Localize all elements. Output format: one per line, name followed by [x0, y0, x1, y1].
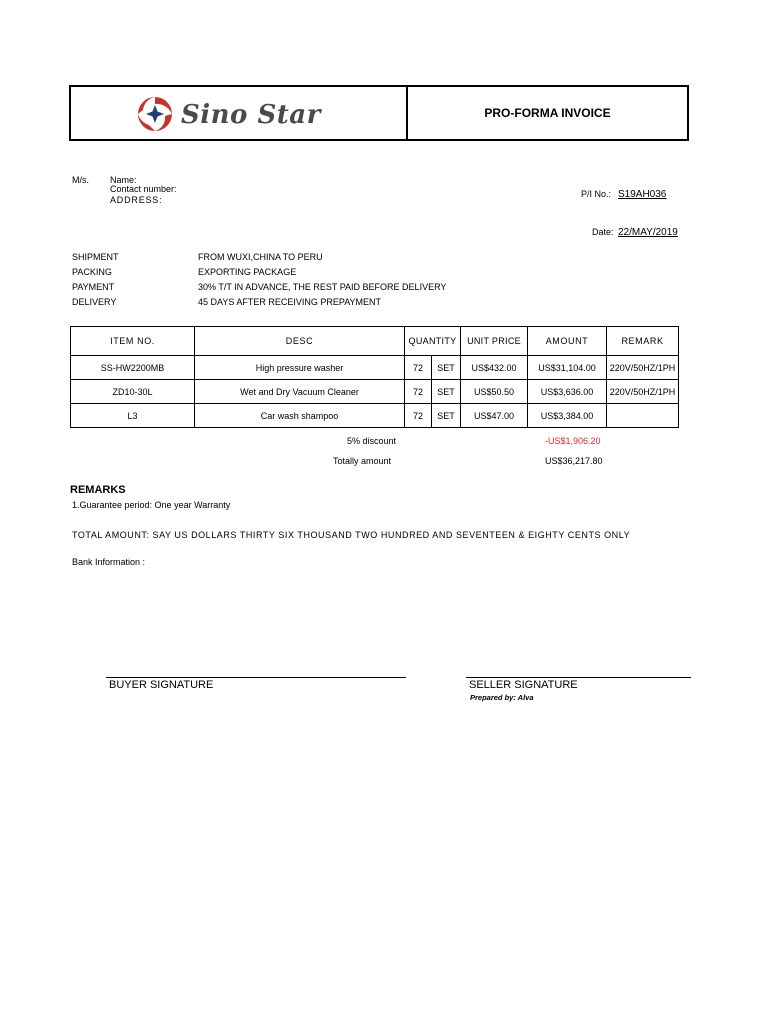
column-header-desc: DESC: [195, 327, 405, 356]
contact-label: Contact number:: [110, 184, 177, 194]
cell-item: SS-HW2200MB: [71, 356, 195, 380]
cell-desc: High pressure washer: [195, 356, 405, 380]
column-header-amount: AMOUNT: [528, 327, 607, 356]
cell-qty: 72: [405, 380, 432, 404]
term-value: 45 DAYS AFTER RECEIVING PREPAYMENT: [198, 297, 382, 307]
discount-value: -US$1,906.20: [545, 436, 601, 446]
items-table: [70, 326, 679, 428]
term-label: DELIVERY: [72, 297, 117, 307]
table-row: [71, 356, 679, 380]
cell-price: US$50.50: [461, 380, 528, 404]
total-amount-words: TOTAL AMOUNT: SAY US DOLLARS THIRTY SIX THOUSAND TWO HUNDRED AND SEVENTEEN & EIGHTY CENTS ONLY: [72, 530, 631, 540]
total-value: US$36,217.80: [545, 456, 603, 466]
cell-desc: Wet and Dry Vacuum Cleaner: [195, 380, 405, 404]
cell-remark: [607, 404, 679, 428]
invoice-header: [69, 85, 689, 141]
table-row: [71, 380, 679, 404]
total-label: Totally amount: [333, 456, 392, 466]
cell-price: US$47.00: [461, 404, 528, 428]
column-header-item: ITEM NO.: [71, 327, 195, 356]
cell-qty: 72: [405, 356, 432, 380]
cell-amount: US$3,636.00: [528, 380, 607, 404]
cell-remark: 220V/50HZ/1PH: [607, 380, 679, 404]
remarks-warranty: 1.Guarantee period: One year Warranty: [72, 500, 231, 510]
column-header-remark: REMARK: [607, 327, 679, 356]
cell-amount: US$31,104.00: [528, 356, 607, 380]
term-value: 30% T/T IN ADVANCE, THE REST PAID BEFORE DELIVERY: [198, 282, 447, 292]
table-header-row: [71, 327, 679, 356]
term-label: PACKING: [72, 267, 112, 277]
name-label: Name:: [110, 175, 137, 185]
remarks-heading: REMARKS: [70, 484, 126, 496]
cell-unit: SET: [432, 404, 461, 428]
cell-unit: SET: [432, 356, 461, 380]
pi-number-label: P/I No.:: [581, 189, 612, 199]
cell-qty: 72: [405, 404, 432, 428]
company-logo: [135, 92, 355, 136]
column-header-unit-price: UNIT PRICE: [461, 327, 528, 356]
term-value: FROM WUXI,CHINA TO PERU: [198, 252, 323, 262]
cell-price: US$432.00: [461, 356, 528, 380]
date-value: 22/MAY/2019: [618, 227, 678, 238]
seller-signature-line: [466, 677, 691, 678]
term-value: EXPORTING PACKAGE: [198, 267, 297, 277]
sino-star-emblem-icon: [135, 94, 175, 134]
page-title: PRO-FORMA INVOICE: [484, 106, 611, 120]
discount-label: 5% discount: [347, 436, 397, 446]
bank-information-label: Bank Information :: [72, 557, 146, 567]
date-label: Date:: [592, 227, 614, 237]
seller-signature-label: SELLER SIGNATURE: [469, 679, 578, 691]
buyer-signature-label: BUYER SIGNATURE: [109, 679, 214, 691]
cell-remark: 220V/50HZ/1PH: [607, 356, 679, 380]
cell-item: L3: [71, 404, 195, 428]
prepared-by: Prepared by: Alva: [470, 693, 534, 702]
column-header-quantity: QUANTITY: [405, 327, 461, 356]
logo-wordmark: Sino Star: [181, 100, 321, 130]
pi-number-value: S19AH036: [618, 189, 667, 200]
term-label: SHIPMENT: [72, 252, 119, 262]
ms-label: M/s.: [72, 175, 89, 185]
cell-desc: Car wash shampoo: [195, 404, 405, 428]
cell-item: ZD10-30L: [71, 380, 195, 404]
cell-amount: US$3,384.00: [528, 404, 607, 428]
address-label: ADDRESS:: [110, 195, 163, 205]
table-row: [71, 404, 679, 428]
term-label: PAYMENT: [72, 282, 115, 292]
buyer-signature-line: [106, 677, 406, 678]
cell-unit: SET: [432, 380, 461, 404]
